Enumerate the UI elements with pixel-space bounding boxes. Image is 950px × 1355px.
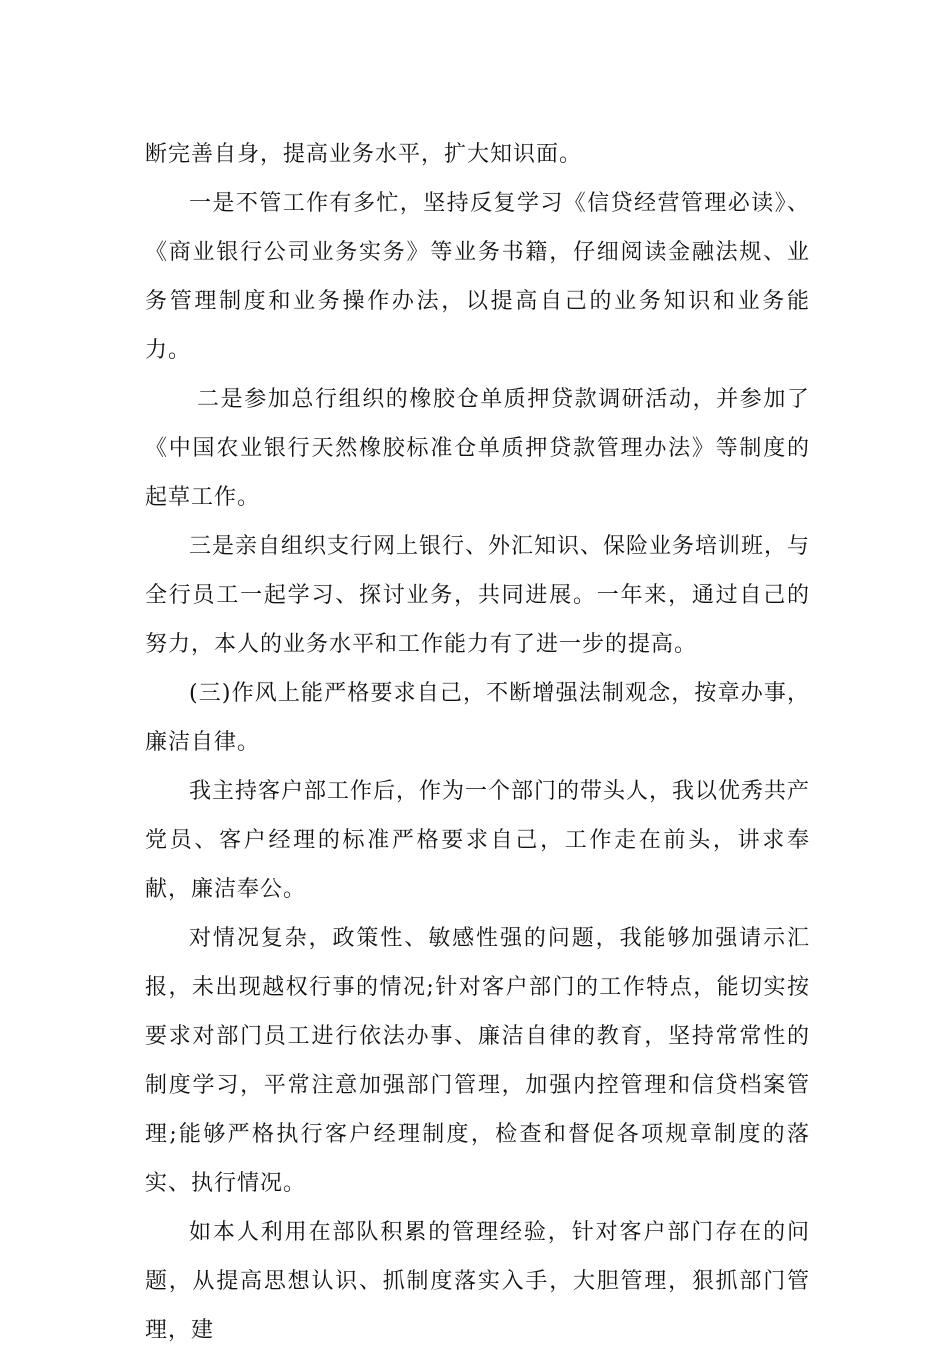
paragraph-management-experience: 如本人利用在部队积累的管理经验，针对客户部门存在的问题，从提高思想认识、抓制度落实入手，大胆管理，狠抓部门管理，建 xyxy=(145,1220,810,1343)
paragraph-study-point-two: 二是参加总行组织的橡胶仓单质押贷款调研活动，并参加了《中国农业银行天然橡胶标准仓单质押贷款管理办法》等制度的起草工作。 xyxy=(145,387,810,510)
paragraph-compliance: 对情况复杂，政策性、敏感性强的问题，我能够加强请示汇报，未出现越权行事的情况;针对客户部门的工作特点，能切实按要求对部门员工进行依法办事、廉洁自律的教育，坚持常常性的制度学习，平常注意加强部门管理，加强内控管理和信贷档案管理;能够严格执行客户经理制度，检查和督促各项规章制度的落实、执行情况。 xyxy=(145,926,810,1196)
paragraph-continuation: 断完善自身，提高业务水平，扩大知识面。 xyxy=(145,142,583,167)
paragraph-study-point-three: 三是亲自组织支行网上银行、外汇知识、保险业务培训班，与全行员工一起学习、探讨业务，共同进展。一年来，通过自己的努力，本人的业务水平和工作能力有了进一步的提高。 xyxy=(145,534,811,657)
paragraph-department-role: 我主持客户部工作后，作为一个部门的带头人，我以优秀共产党员、客户经理的标准严格要求自己，工作走在前头，讲求奉献，廉洁奉公。 xyxy=(145,779,811,902)
paragraph-study-point-one: 一是不管工作有多忙，坚持反复学习《信贷经营管理必读》、《商业银行公司业务实务》等业务书籍，仔细阅读金融法规、业务管理制度和业务操作办法，以提高自己的业务知识和业务能力。 xyxy=(145,191,810,363)
paragraph-section-three-heading: (三)作风上能严格要求自己，不断增强法制观念，按章办事，廉洁自律。 xyxy=(145,681,810,755)
document-body xyxy=(145,130,810,1355)
